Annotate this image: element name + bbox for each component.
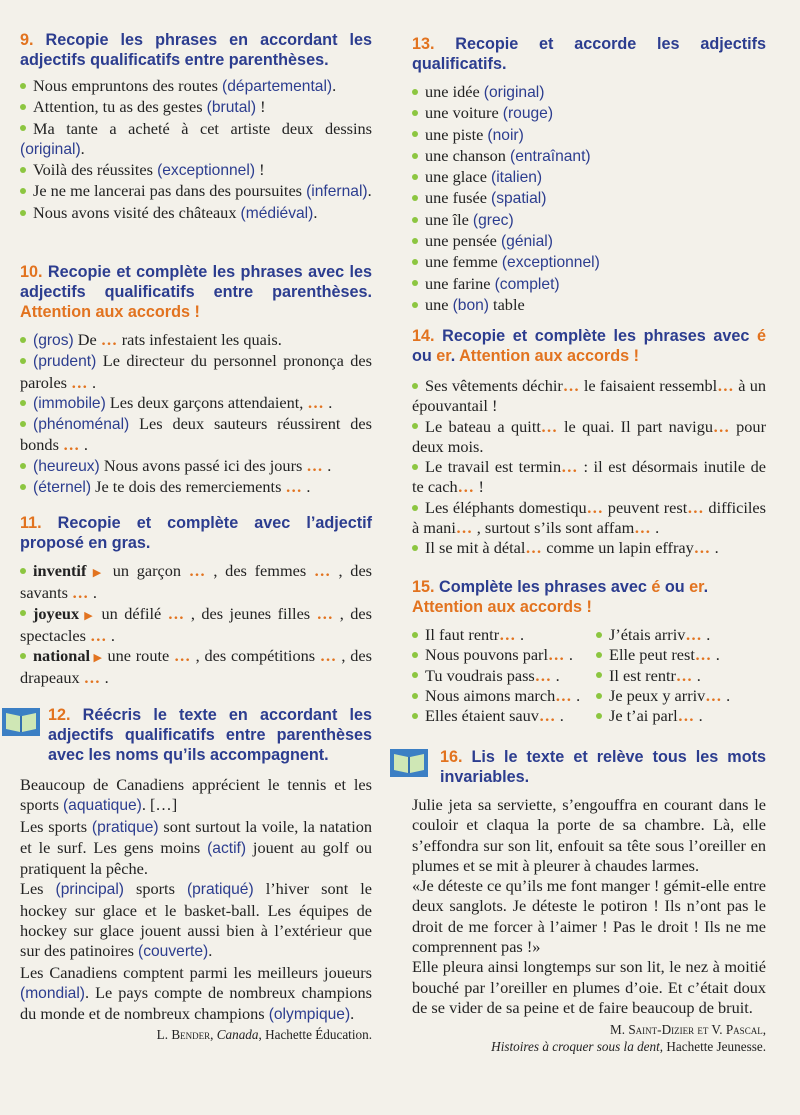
exercise-title: Recopie et complète les phrases avec les adjectifs qualificatifs entre parenthèses.: [20, 263, 372, 301]
text: Les sports: [20, 816, 92, 836]
source-title: Histoires à croquer sous la dent: [491, 1039, 660, 1055]
text: .: [313, 202, 318, 222]
text: Le travail est termin: [425, 457, 562, 477]
exercise-title: Lis le texte et relève tous les mots invariables.: [440, 748, 766, 786]
text: le faisaient ressembl: [579, 376, 718, 395]
text: .: [572, 685, 581, 705]
blank: …: [694, 645, 712, 665]
ending-er: er: [436, 347, 451, 365]
adjective: (génial): [500, 233, 553, 251]
text: Tu voudrais pass: [425, 665, 535, 685]
warning-text: Attention aux accords !: [412, 598, 592, 616]
text: une: [425, 294, 453, 314]
adjective: (complet): [494, 275, 560, 293]
list-item: [412, 146, 766, 167]
list-item: [596, 645, 766, 665]
exercise-number: 13.: [412, 35, 435, 53]
blank: …: [717, 376, 734, 395]
exercise-11: [20, 513, 372, 689]
warning-text: Attention aux accords !: [20, 303, 200, 321]
list-item: [412, 167, 766, 188]
adjective: (éternel): [33, 479, 92, 497]
list-item: [412, 188, 766, 209]
exercise-number: 11.: [20, 514, 42, 532]
text: .: [711, 645, 720, 665]
text: .: [79, 435, 88, 455]
text: table: [488, 294, 525, 314]
text: l’hiver sont le hockey sur glace et le basket-ball. Les équipes de hockey sur glace jouent aussi bien à l’extérieur que sur des patinoires: [20, 879, 373, 961]
list-item: [20, 160, 372, 181]
adjective: (phénoménal): [33, 416, 130, 434]
text: : il est désormais inutile de te cach: [412, 457, 766, 497]
adjective: (infernal): [306, 183, 368, 201]
text: .: [302, 477, 311, 497]
source-citation: [20, 1026, 372, 1043]
text: ou: [660, 578, 690, 596]
text: Nous avons passé ici des jours: [99, 455, 307, 475]
blank: …: [174, 646, 191, 666]
adjective: (actif): [207, 839, 247, 857]
list-item: [20, 181, 372, 202]
blank: …: [712, 416, 730, 436]
exercise-number: 15.: [412, 578, 435, 596]
adjective: (immobile): [33, 394, 106, 412]
book-icon: [2, 708, 40, 736]
exercise-16-heading: [412, 747, 766, 787]
adjective: (gros): [33, 332, 74, 349]
blank: …: [285, 477, 303, 497]
ending-e: é: [651, 578, 661, 596]
blank: …: [534, 665, 552, 685]
exercise-10-list: [20, 330, 372, 498]
text: , surtout s’ils sont affam: [472, 518, 635, 538]
text: sports: [124, 879, 187, 899]
exercise-15-right: [582, 625, 766, 726]
blank: …: [561, 457, 578, 477]
adjective: (noir): [487, 126, 524, 144]
text: Les Canadiens comptent parmi les meilleurs joueurs: [20, 962, 372, 982]
text: .: [551, 665, 560, 685]
exercise-15-heading: [412, 577, 766, 617]
list-item: [20, 456, 372, 477]
blank: …: [90, 625, 107, 645]
source-publisher: , Hachette Éducation.: [258, 1026, 372, 1042]
adjective: (grec): [472, 211, 514, 229]
text: Les éléphants domestiqu: [425, 497, 587, 517]
blank: …: [677, 706, 695, 726]
exercise-10: [20, 262, 372, 498]
text: Ma tante a acheté à cet artiste deux dessins: [33, 118, 372, 138]
list-item: [20, 477, 372, 498]
list-item: [412, 103, 766, 124]
text: De: [73, 330, 101, 349]
triangle-icon: ▶: [79, 609, 96, 622]
exercise-12-heading: [20, 705, 372, 765]
text: Le bateau a quitt: [425, 416, 541, 436]
text: à un épouvantail !: [412, 376, 767, 416]
list-item: [596, 686, 766, 706]
adjective: (exceptionnel): [501, 254, 600, 272]
text: Nous empruntons des routes: [33, 76, 223, 95]
text: .: [564, 645, 573, 665]
list-item: [412, 274, 766, 295]
triangle-icon: ▶: [90, 652, 103, 665]
source-publisher: , Hachette Jeunesse.: [659, 1039, 766, 1055]
adjective: (rouge): [502, 105, 554, 123]
text: un garçon: [104, 561, 189, 580]
text: .: [100, 668, 109, 688]
list-item: [412, 82, 766, 103]
ending-er: er: [689, 578, 704, 596]
exercise-11-list: [20, 561, 372, 689]
text: . Le pays compte de nombreux champions du monde et de nombreux champions: [20, 982, 372, 1024]
text: ou: [412, 347, 437, 365]
text: .: [515, 625, 525, 644]
text: un défilé: [95, 603, 168, 623]
exercise-title: Recopie et accorde les adjectifs qualificatifs.: [412, 35, 766, 73]
text: .: [350, 1004, 355, 1024]
exercise-13: [412, 34, 766, 316]
text: difficiles à mani: [412, 497, 766, 538]
text: .: [694, 706, 703, 726]
list-item: [412, 538, 766, 558]
blank: …: [62, 435, 80, 455]
list-item: [20, 393, 372, 414]
adjective: (heureux): [33, 457, 100, 475]
exercise-14-heading: [412, 326, 766, 366]
exercise-13-heading: [412, 34, 766, 74]
text: .: [555, 706, 564, 726]
text: .: [80, 138, 85, 158]
exercise-9: [20, 30, 372, 224]
exercise-number: 10.: [20, 263, 43, 281]
text: Il est rentr: [609, 665, 676, 685]
blank: …: [675, 665, 693, 685]
adjective: (couverte): [138, 943, 209, 961]
list-item: [596, 625, 766, 645]
text: Il se mit à détal: [425, 538, 526, 558]
blank: …: [555, 685, 573, 705]
text: .: [106, 625, 115, 645]
exercise-title: Recopie et complète les phrases avec: [434, 327, 757, 345]
blank: …: [693, 538, 711, 558]
text: !: [255, 160, 265, 180]
text: une idée: [425, 82, 484, 101]
blank: …: [188, 561, 206, 580]
source-author: M. Saint-Dizier et V. Pascal,: [610, 1022, 766, 1038]
text: !: [474, 477, 484, 497]
exercise-9-heading: [20, 30, 372, 70]
text: une voiture: [425, 103, 503, 123]
text: .: [703, 578, 709, 596]
paragraph: Elle pleura ainsi longtemps sur son lit, le nez à moitié bouché par l’oreiller en plumes d’oie. Et c’était doux de se vider de sa peine et de faire beaucoup de bruit.: [412, 957, 766, 1017]
adjective: (original): [483, 84, 545, 101]
list-item: [20, 351, 372, 393]
exercise-14: [412, 326, 766, 559]
text: rats infestaient les quais.: [117, 330, 282, 349]
keyword: national: [33, 646, 91, 666]
text: Elle peut rest: [609, 645, 695, 665]
blank: …: [313, 561, 331, 580]
blank: …: [586, 497, 604, 517]
text: comme un lapin effray: [542, 538, 694, 558]
paragraph: [20, 879, 372, 962]
list-item: [412, 686, 582, 706]
text: .: [323, 455, 332, 475]
text: le quai. Il part navigu: [557, 416, 713, 436]
blank: …: [83, 668, 101, 688]
text: une route: [102, 646, 175, 666]
adjective: (original): [20, 140, 81, 158]
text: peuvent rest: [603, 497, 688, 517]
adjective: (médiéval): [240, 204, 314, 222]
exercise-12: [20, 705, 372, 1043]
text: Je t’ai parl: [609, 706, 678, 726]
text: , des jeunes filles: [184, 603, 317, 623]
exercise-16: [412, 747, 766, 1055]
text: .: [324, 392, 333, 412]
list-item: [20, 414, 372, 456]
blank: …: [306, 455, 324, 475]
text: .: [87, 372, 97, 392]
exercise-15-grid: [412, 625, 766, 726]
text: Le directeur du personnel prononça des paroles: [20, 351, 372, 392]
adjective: (spatial): [491, 190, 547, 208]
exercise-14-list: [412, 376, 766, 559]
text: une femme: [425, 252, 502, 272]
adjective: (pratique): [91, 818, 159, 836]
text: Je ne me lancerai pas dans des poursuites: [33, 181, 307, 201]
keyword: inventif: [33, 561, 87, 580]
blank: …: [167, 603, 185, 623]
blank: …: [499, 625, 516, 644]
blank: …: [687, 497, 705, 517]
list-item: [20, 561, 372, 604]
exercise-title: Réécris le texte en accordant les adjectifs qualificatifs entre parenthèses avec les noms qu’ils accompagnent.: [48, 706, 372, 764]
text: . […]: [141, 795, 178, 815]
blank: …: [316, 603, 334, 623]
list-item: [20, 76, 372, 97]
blank: …: [457, 477, 475, 497]
list-item: [412, 376, 766, 417]
ending-e: é: [756, 327, 766, 345]
text: .: [702, 625, 711, 644]
list-item: [412, 666, 582, 686]
blank: …: [72, 583, 89, 603]
blank: …: [455, 518, 473, 538]
blank: …: [525, 538, 543, 558]
exercise-number: 9.: [20, 31, 34, 49]
blank: …: [562, 376, 580, 395]
list-item: [596, 666, 766, 686]
exercise-10-heading: [20, 262, 372, 322]
triangle-icon: ▶: [86, 567, 105, 579]
text: Beaucoup de Canadiens apprécient le tennis et les sports: [20, 775, 372, 815]
text: , des compétitions: [190, 646, 320, 666]
exercise-12-text: [20, 775, 372, 1043]
text: .: [450, 347, 460, 365]
text: , des spectacles: [20, 603, 372, 645]
book-icon: [390, 749, 428, 777]
list-item: [412, 457, 766, 498]
text: , des savants: [20, 561, 373, 603]
text: .: [710, 538, 719, 558]
blank: …: [538, 706, 556, 726]
text: Nous avons visité des châteaux: [33, 202, 241, 222]
text: !: [256, 97, 266, 117]
list-item: [412, 210, 766, 231]
exercise-13-list: [412, 82, 766, 316]
exercise-number: 12.: [48, 706, 71, 724]
exercise-11-heading: [20, 513, 372, 553]
list-item: [412, 625, 582, 645]
adjective: (principal): [55, 881, 124, 899]
exercise-16-text: [412, 795, 766, 1055]
adjective: (mondial): [20, 984, 85, 1002]
text: une pensée: [425, 231, 501, 251]
text: sont surtout la voile, la natation et le surf. Les gens moins: [20, 816, 373, 857]
text: une piste: [425, 124, 488, 144]
blank: …: [307, 392, 325, 412]
list-item: [20, 330, 372, 351]
list-item: [20, 119, 372, 161]
warning-text: Attention aux accords !: [459, 347, 639, 365]
list-item: [412, 706, 582, 726]
text: pour deux mois.: [412, 416, 766, 456]
source-citation: [412, 1021, 766, 1055]
adjective: (pratiqué): [186, 881, 254, 899]
text: , des drapeaux: [20, 646, 372, 688]
text: une chanson: [425, 145, 510, 165]
text: Nous aimons march: [425, 685, 556, 705]
source-author: L. Bender,: [156, 1026, 217, 1042]
exercise-number: 16.: [440, 748, 463, 766]
paragraph: [20, 963, 372, 1026]
list-item: [20, 203, 372, 224]
text: Les deux garçons attendaient,: [105, 392, 308, 412]
list-item: [412, 231, 766, 252]
text: Il faut rentr: [425, 625, 500, 644]
list-item: [412, 125, 766, 146]
blank: …: [705, 685, 723, 705]
paragraph: [20, 817, 372, 880]
list-item: [412, 295, 766, 316]
text: une île: [425, 209, 473, 229]
text: Nous pouvons parl: [425, 645, 549, 665]
text: .: [651, 518, 660, 538]
list-item: [412, 417, 766, 458]
blank: …: [540, 416, 558, 436]
text: jouent au golf ou pratiquent la pêche.: [20, 837, 373, 879]
list-item: [596, 706, 766, 726]
text: .: [367, 181, 372, 201]
text: .: [692, 665, 701, 685]
adjective: (exceptionnel): [157, 162, 256, 180]
text: Je te dois des remerciements: [91, 477, 286, 497]
blank: …: [100, 330, 118, 349]
keyword: joyeux: [33, 603, 80, 623]
list-item: [412, 645, 582, 665]
text: .: [88, 583, 97, 603]
exercise-15-left: [412, 625, 582, 726]
adjective: (olympique): [268, 1006, 351, 1024]
list-item: [20, 646, 372, 689]
adjective: (départemental): [222, 78, 333, 95]
adjective: (bon): [452, 296, 489, 314]
text: une glace: [425, 167, 491, 187]
list-item: [20, 97, 372, 118]
text: Elles étaient sauv: [425, 706, 539, 726]
text: J’étais arriv: [609, 625, 686, 644]
exercise-15: [412, 577, 766, 726]
adjective: (brutal): [206, 99, 257, 117]
text: .: [208, 941, 213, 961]
exercise-number: 14.: [412, 327, 435, 345]
text: Ses vêtements déchir: [425, 376, 563, 395]
adjective: (entraînant): [510, 147, 591, 165]
text: Les deux sauteurs réussirent des bonds: [20, 414, 372, 455]
exercise-title: Recopie et complète avec l’adjectif proposé en gras.: [20, 514, 372, 552]
exercise-title: Recopie les phrases en accordant les adjectifs qualificatifs entre parenthèses.: [20, 31, 372, 69]
list-item: [412, 252, 766, 273]
text: , des femmes: [205, 561, 314, 580]
blank: …: [685, 625, 703, 644]
blank: …: [71, 372, 88, 392]
paragraph: [20, 775, 372, 817]
paragraph: «Je déteste ce qu’ils me font manger ! gémit-elle entre deux sanglots. Je déteste le potiron ! Ils n’ont pas le droit de me forcer à l’aimer ! Pas le droit ! Ils ne me comprennent pas !»: [412, 876, 766, 957]
text: une farine: [425, 273, 495, 293]
blank: …: [634, 518, 652, 538]
text: Voilà des réussites: [33, 160, 158, 180]
paragraph: Julie jeta sa serviette, s’engouffra en courant dans le couloir et claqua la porte de sa chambre. Là, elle s’effondra sur son lit, enfouit sa tête sous l’oreiller en plumes et se mit à pleurer à chaudes larmes.: [412, 795, 766, 875]
text: une fusée: [425, 188, 491, 208]
blank: …: [319, 646, 337, 666]
source-title: Canada: [216, 1026, 259, 1042]
exercise-9-list: [20, 76, 372, 224]
list-item: [20, 604, 372, 647]
blank: …: [548, 645, 565, 665]
exercise-title: Complète les phrases avec: [434, 578, 652, 596]
adjective: (aquatique): [62, 797, 142, 815]
text: .: [722, 685, 731, 705]
text: Attention, tu as des gestes: [33, 97, 207, 117]
text: .: [332, 76, 337, 95]
adjective: (italien): [491, 169, 543, 187]
list-item: [412, 498, 766, 539]
adjective: (prudent): [33, 353, 97, 371]
text: Je peux y arriv: [609, 685, 706, 705]
text: Les: [20, 879, 56, 899]
